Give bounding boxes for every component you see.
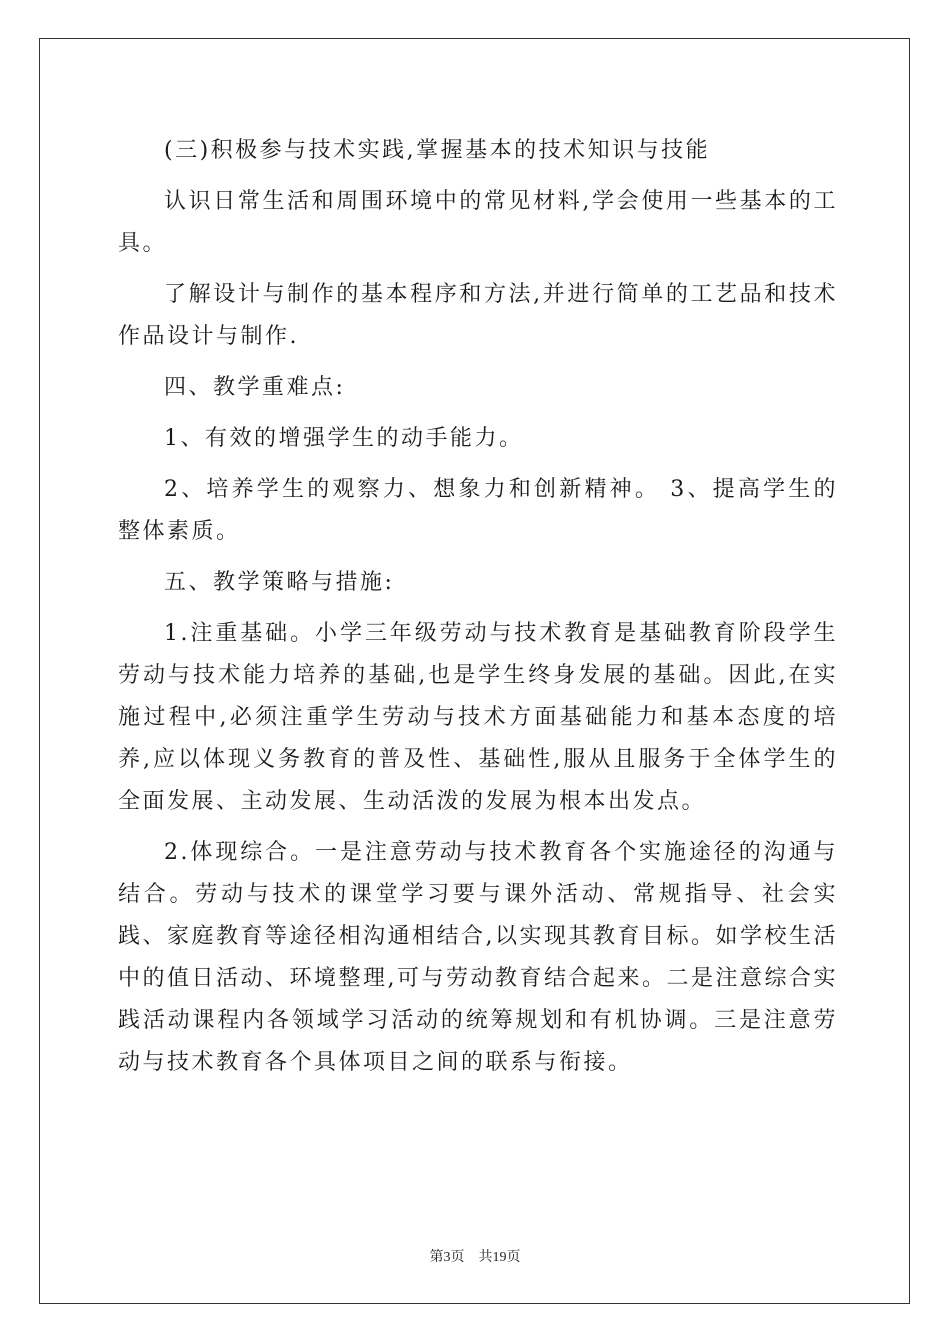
section-heading-strategies: 五、教学策略与措施:	[164, 570, 395, 595]
document-body	[118, 130, 838, 1093]
total-pages-label: 共19页	[478, 1250, 521, 1265]
paragraph-design-production: 了解设计与制作的基本程序和方法,并进行简单的工艺品和技术作品设计与制作.	[118, 282, 838, 349]
section-heading-key-points: 四、教学重难点:	[164, 375, 346, 400]
section-heading-technical-practice: (三)积极参与技术实践,掌握基本的技术知识与技能	[164, 138, 711, 163]
current-page-label: 第3页	[429, 1250, 465, 1265]
paragraph-materials-tools: 认识日常生活和周围环境中的常见材料,学会使用一些基本的工具。	[118, 189, 838, 256]
list-item-hands-on-ability: 1、有效的增强学生的动手能力。	[164, 426, 524, 451]
page-footer	[0, 1246, 950, 1266]
list-item-observation-creativity: 2、培养学生的观察力、想象力和创新精神。 3、提高学生的整体素质。	[118, 477, 838, 544]
paragraph-integration: 2.体现综合。一是注意劳动与技术教育各个实施途径的沟通与结合。劳动与技术的课堂学习要与课外活动、常规指导、社会实践、家庭教育等途径相沟通相结合,以实现其教育目标。如学校生活中的值日活动、环境整理,可与劳动教育结合起来。二是注意综合实践活动课程内各领域学习活动的统筹规划和有机协调。三是注意劳动与技术教育各个具体项目之间的联系与衔接。	[118, 840, 838, 1075]
paragraph-emphasize-basics: 1.注重基础。小学三年级劳动与技术教育是基础教育阶段学生劳动与技术能力培养的基础,也是学生终身发展的基础。因此,在实施过程中,必须注重学生劳动与技术方面基础能力和基本态度的培养,应以体现义务教育的普及性、基础性,服从且服务于全体学生的全面发展、主动发展、生动活泼的发展为根本出发点。	[118, 621, 838, 814]
